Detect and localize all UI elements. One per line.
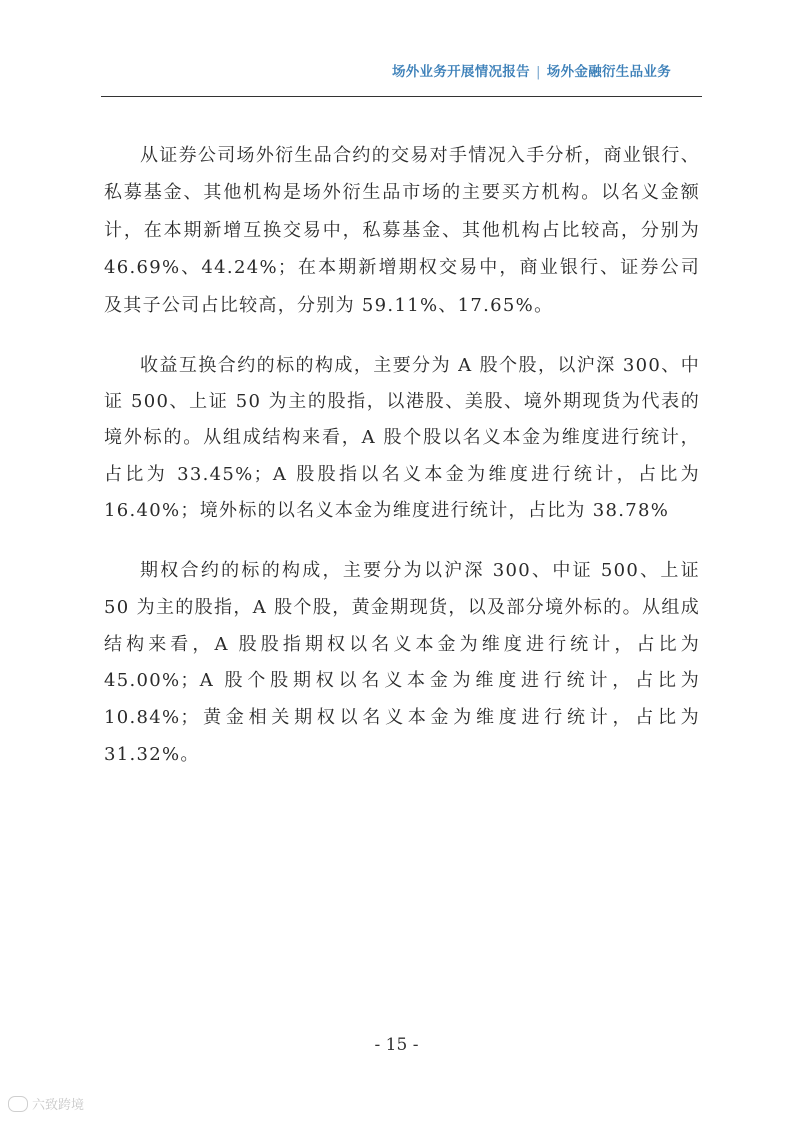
page-number: - 15 - bbox=[374, 1035, 419, 1055]
header-section-title: 场外金融衍生品业务 bbox=[546, 64, 671, 80]
watermark-text: 六致跨境 bbox=[32, 1098, 85, 1113]
watermark-logo-icon bbox=[8, 1096, 28, 1112]
paragraph-counterparties: 从证券公司场外衍生品合约的交易对手情况入手分析，商业银行、私募基金、其他机构是场外衍生品市场的主要买方机构。以名义金额计，在本期新增互换交易中，私募基金、其他机构占比较高，分别为 46.69%、44.24%；在本期新增期权交易中，商业银行、证券公司及其子公司占比较高，分别为 59.11%、17.65%。 bbox=[104, 145, 700, 316]
header-separator: | bbox=[535, 64, 541, 80]
watermark bbox=[8, 1094, 84, 1113]
header-report-title: 场外业务开展情况报告 bbox=[391, 64, 530, 80]
running-header bbox=[392, 60, 671, 82]
header-rule bbox=[101, 96, 702, 97]
paragraph-option-underlyings: 期权合约的标的构成，主要分为以沪深 300、中证 500、上证 50 为主的股指，A 股个股，黄金期现货，以及部分境外标的。从组成结构来看，A 股股指期权以名义本金为维度进行统计，占比为 45.00%；A 股个股期权以名义本金为维度进行统计，占比为 10.84%；黄金相关期权以名义本金为维度进行统计，占比为 31.32%。 bbox=[104, 560, 700, 766]
paragraph-swap-underlyings: 收益互换合约的标的构成，主要分为 A 股个股，以沪深 300、中证 500、上证 50 为主的股指，以港股、美股、境外期现货为代表的境外标的。从组成结构来看，A 股个股以名义本金为维度进行统计，占比为 33.45%；A 股股指以名义本金为维度进行统计，占比为 16.40%；境外标的以名义本金为维度进行统计，占比为 38.78% bbox=[104, 355, 700, 521]
body-text bbox=[104, 137, 700, 798]
